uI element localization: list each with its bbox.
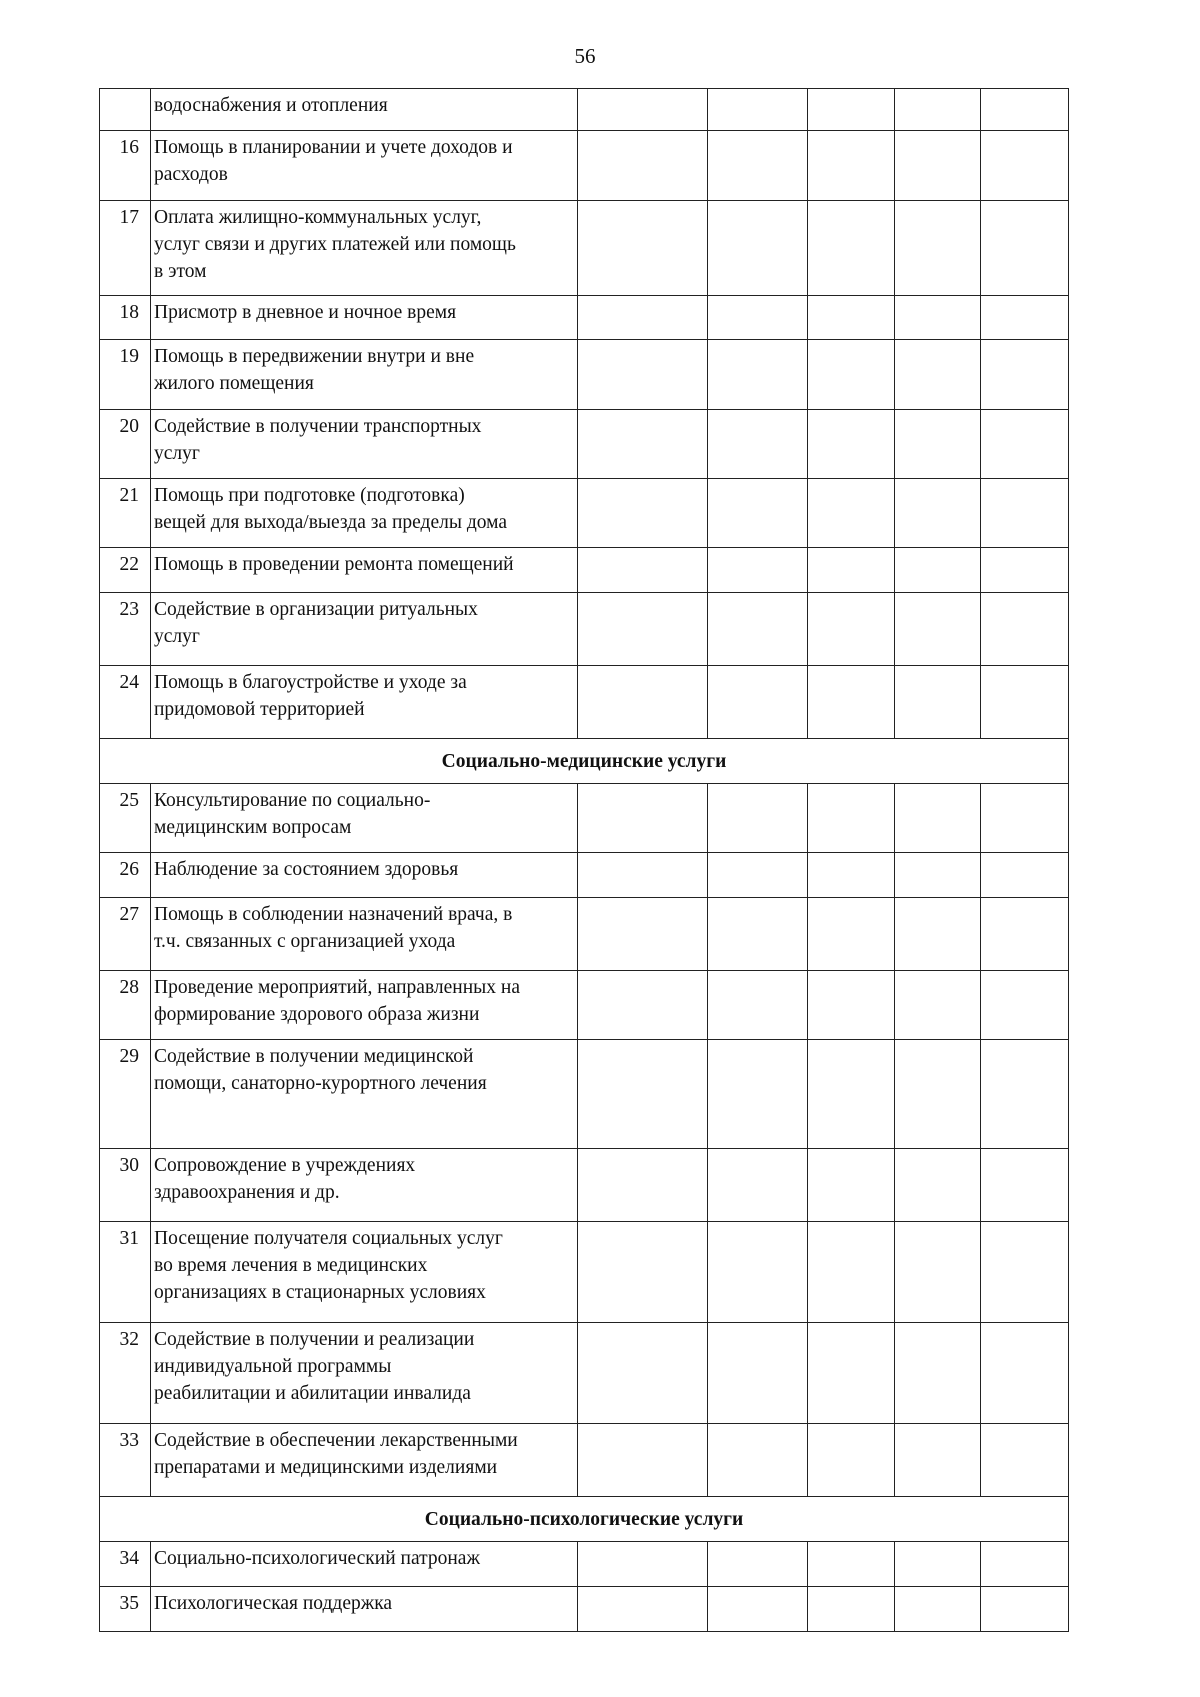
empty-cell [895, 1149, 981, 1222]
empty-cell [981, 548, 1069, 593]
empty-cell [708, 784, 808, 853]
empty-cell [578, 479, 708, 548]
empty-cell [808, 89, 895, 131]
empty-cell [808, 201, 895, 296]
service-name: Содействие в получении и реализации индивидуальной программы реабилитации и абилитации инвалида [154, 1329, 475, 1404]
service-name-cell [151, 1424, 578, 1497]
row-number: 19 [100, 340, 151, 410]
empty-cell [578, 898, 708, 971]
empty-cell [808, 784, 895, 853]
table-row [100, 971, 1069, 1040]
empty-cell [708, 340, 808, 410]
empty-cell [895, 1424, 981, 1497]
empty-cell [578, 853, 708, 898]
service-name: Социально-психологический патронаж [154, 1548, 480, 1569]
empty-cell [578, 131, 708, 201]
empty-cell [808, 1323, 895, 1424]
table-row [100, 89, 1069, 131]
empty-cell [981, 898, 1069, 971]
service-name-cell [151, 853, 578, 898]
empty-cell [708, 296, 808, 340]
empty-cell [895, 1542, 981, 1587]
service-name: Содействие в получении транспортных услуг [154, 416, 482, 464]
empty-cell [981, 201, 1069, 296]
empty-cell [578, 410, 708, 479]
row-number: 28 [100, 971, 151, 1040]
empty-cell [895, 89, 981, 131]
service-name-cell [151, 1040, 578, 1149]
empty-cell [808, 548, 895, 593]
empty-cell [808, 1587, 895, 1632]
empty-cell [708, 548, 808, 593]
empty-cell [981, 1587, 1069, 1632]
service-name: Наблюдение за состоянием здоровья [154, 859, 459, 880]
row-number: 23 [100, 593, 151, 666]
empty-cell [981, 1149, 1069, 1222]
service-name: Присмотр в дневное и ночное время [154, 302, 457, 323]
service-name: Помощь в благоустройстве и уходе за придомовой территорией [154, 672, 467, 720]
services-table [99, 88, 1069, 1632]
empty-cell [895, 784, 981, 853]
row-number: 16 [100, 131, 151, 201]
table-row [100, 1424, 1069, 1497]
row-number: 22 [100, 548, 151, 593]
table-row [100, 593, 1069, 666]
service-name-cell [151, 340, 578, 410]
table-row [100, 1149, 1069, 1222]
row-number: 33 [100, 1424, 151, 1497]
row-number: 21 [100, 479, 151, 548]
service-name: Консультирование по социально- медицинским вопросам [154, 790, 431, 838]
row-number: 30 [100, 1149, 151, 1222]
service-name-cell [151, 410, 578, 479]
empty-cell [578, 1149, 708, 1222]
row-number: 32 [100, 1323, 151, 1424]
service-name: Содействие в получении медицинской помощи, санаторно-курортного лечения [154, 1046, 487, 1094]
services-table-body [100, 89, 1069, 1632]
empty-cell [808, 296, 895, 340]
empty-cell [895, 131, 981, 201]
page-number: 56 [574, 44, 596, 68]
empty-cell [808, 1149, 895, 1222]
row-number: 31 [100, 1222, 151, 1323]
service-name: Проведение мероприятий, направленных на формирование здорового образа жизни [154, 977, 520, 1025]
table-row [100, 898, 1069, 971]
service-name: Помощь при подготовке (подготовка) вещей для выхода/выезда за пределы дома [154, 485, 507, 533]
row-number: 18 [100, 296, 151, 340]
empty-cell [708, 1323, 808, 1424]
table-row [100, 784, 1069, 853]
row-number: 29 [100, 1040, 151, 1149]
empty-cell [808, 410, 895, 479]
table-row [100, 201, 1069, 296]
empty-cell [708, 201, 808, 296]
service-name: Оплата жилищно-коммунальных услуг, услуг связи и других платежей или помощь в этом [154, 207, 516, 282]
service-name-cell [151, 971, 578, 1040]
empty-cell [808, 971, 895, 1040]
empty-cell [578, 296, 708, 340]
empty-cell [895, 296, 981, 340]
table-row [100, 1222, 1069, 1323]
service-name-cell [151, 201, 578, 296]
empty-cell [808, 666, 895, 739]
empty-cell [708, 898, 808, 971]
empty-cell [708, 853, 808, 898]
service-name-cell [151, 548, 578, 593]
table-row [100, 340, 1069, 410]
service-name-cell [151, 479, 578, 548]
row-number: 17 [100, 201, 151, 296]
empty-cell [895, 666, 981, 739]
empty-cell [578, 666, 708, 739]
service-name-cell [151, 1149, 578, 1222]
empty-cell [895, 548, 981, 593]
service-name-cell [151, 784, 578, 853]
service-name-cell [151, 1587, 578, 1632]
empty-cell [808, 1222, 895, 1323]
table-row [100, 131, 1069, 201]
empty-cell [708, 1542, 808, 1587]
empty-cell [981, 340, 1069, 410]
empty-cell [808, 1542, 895, 1587]
empty-cell [708, 410, 808, 479]
service-name-cell [151, 89, 578, 131]
service-name: Помощь в соблюдении назначений врача, в т.ч. связанных с организацией ухода [154, 904, 513, 952]
empty-cell [578, 1040, 708, 1149]
empty-cell [578, 201, 708, 296]
service-name: Помощь в передвижении внутри и вне жилого помещения [154, 346, 475, 394]
empty-cell [981, 666, 1069, 739]
row-number: 24 [100, 666, 151, 739]
empty-cell [895, 853, 981, 898]
empty-cell [981, 131, 1069, 201]
empty-cell [895, 479, 981, 548]
empty-cell [808, 593, 895, 666]
service-name-cell [151, 131, 578, 201]
service-name: Психологическая поддержка [154, 1593, 393, 1614]
empty-cell [578, 1222, 708, 1323]
empty-cell [578, 1323, 708, 1424]
empty-cell [708, 971, 808, 1040]
empty-cell [895, 1222, 981, 1323]
section-title: Социально-психологические услуги [100, 1497, 1069, 1542]
empty-cell [981, 593, 1069, 666]
empty-cell [708, 131, 808, 201]
service-name-cell [151, 666, 578, 739]
table-row [100, 666, 1069, 739]
row-number: 20 [100, 410, 151, 479]
section-title: Социально-медицинские услуги [100, 739, 1069, 784]
empty-cell [578, 971, 708, 1040]
row-number: 27 [100, 898, 151, 971]
empty-cell [578, 340, 708, 410]
empty-cell [708, 666, 808, 739]
empty-cell [981, 296, 1069, 340]
empty-cell [708, 1587, 808, 1632]
table-row [100, 548, 1069, 593]
empty-cell [981, 479, 1069, 548]
empty-cell [708, 1222, 808, 1323]
row-number: 35 [100, 1587, 151, 1632]
empty-cell [895, 1323, 981, 1424]
service-name-cell [151, 898, 578, 971]
empty-cell [578, 1587, 708, 1632]
empty-cell [578, 593, 708, 666]
empty-cell [578, 1542, 708, 1587]
service-name: Посещение получателя социальных услуг во время лечения в медицинских организациях в стационарных условиях [154, 1228, 503, 1303]
empty-cell [895, 1587, 981, 1632]
table-row [100, 1323, 1069, 1424]
service-name-cell [151, 1542, 578, 1587]
table-row [100, 1040, 1069, 1149]
service-name: Помощь в планировании и учете доходов и расходов [154, 137, 513, 185]
service-name: Содействие в обеспечении лекарственными препаратами и медицинскими изделиями [154, 1430, 518, 1478]
service-name-cell [151, 593, 578, 666]
empty-cell [981, 1222, 1069, 1323]
empty-cell [708, 1040, 808, 1149]
empty-cell [808, 853, 895, 898]
empty-cell [708, 89, 808, 131]
empty-cell [981, 1424, 1069, 1497]
empty-cell [895, 898, 981, 971]
empty-cell [981, 1040, 1069, 1149]
empty-cell [708, 479, 808, 548]
empty-cell [578, 548, 708, 593]
table-row [100, 1587, 1069, 1632]
empty-cell [895, 340, 981, 410]
empty-cell [981, 784, 1069, 853]
empty-cell [895, 410, 981, 479]
empty-cell [578, 784, 708, 853]
section-header-row [100, 1497, 1069, 1542]
empty-cell [708, 1424, 808, 1497]
empty-cell [981, 853, 1069, 898]
table-row [100, 479, 1069, 548]
empty-cell [808, 1424, 895, 1497]
empty-cell [895, 201, 981, 296]
empty-cell [578, 1424, 708, 1497]
empty-cell [981, 971, 1069, 1040]
table-row [100, 1542, 1069, 1587]
service-name: водоснабжения и отопления [154, 95, 388, 116]
service-name: Содействие в организации ритуальных услуг [154, 599, 478, 647]
table-row [100, 853, 1069, 898]
empty-cell [808, 131, 895, 201]
row-number: 26 [100, 853, 151, 898]
service-name: Помощь в проведении ремонта помещений [154, 554, 514, 575]
empty-cell [895, 1040, 981, 1149]
row-number: 34 [100, 1542, 151, 1587]
empty-cell [808, 340, 895, 410]
empty-cell [708, 593, 808, 666]
empty-cell [708, 1149, 808, 1222]
row-number [100, 89, 151, 131]
empty-cell [981, 1323, 1069, 1424]
empty-cell [808, 898, 895, 971]
empty-cell [895, 593, 981, 666]
table-row [100, 296, 1069, 340]
service-name: Сопровождение в учреждениях здравоохранения и др. [154, 1155, 416, 1203]
row-number: 25 [100, 784, 151, 853]
empty-cell [981, 410, 1069, 479]
service-name-cell [151, 1222, 578, 1323]
empty-cell [578, 89, 708, 131]
empty-cell [808, 479, 895, 548]
table-row [100, 410, 1069, 479]
empty-cell [981, 89, 1069, 131]
empty-cell [808, 1040, 895, 1149]
section-header-row [100, 739, 1069, 784]
service-name-cell [151, 296, 578, 340]
empty-cell [981, 1542, 1069, 1587]
service-name-cell [151, 1323, 578, 1424]
empty-cell [895, 971, 981, 1040]
